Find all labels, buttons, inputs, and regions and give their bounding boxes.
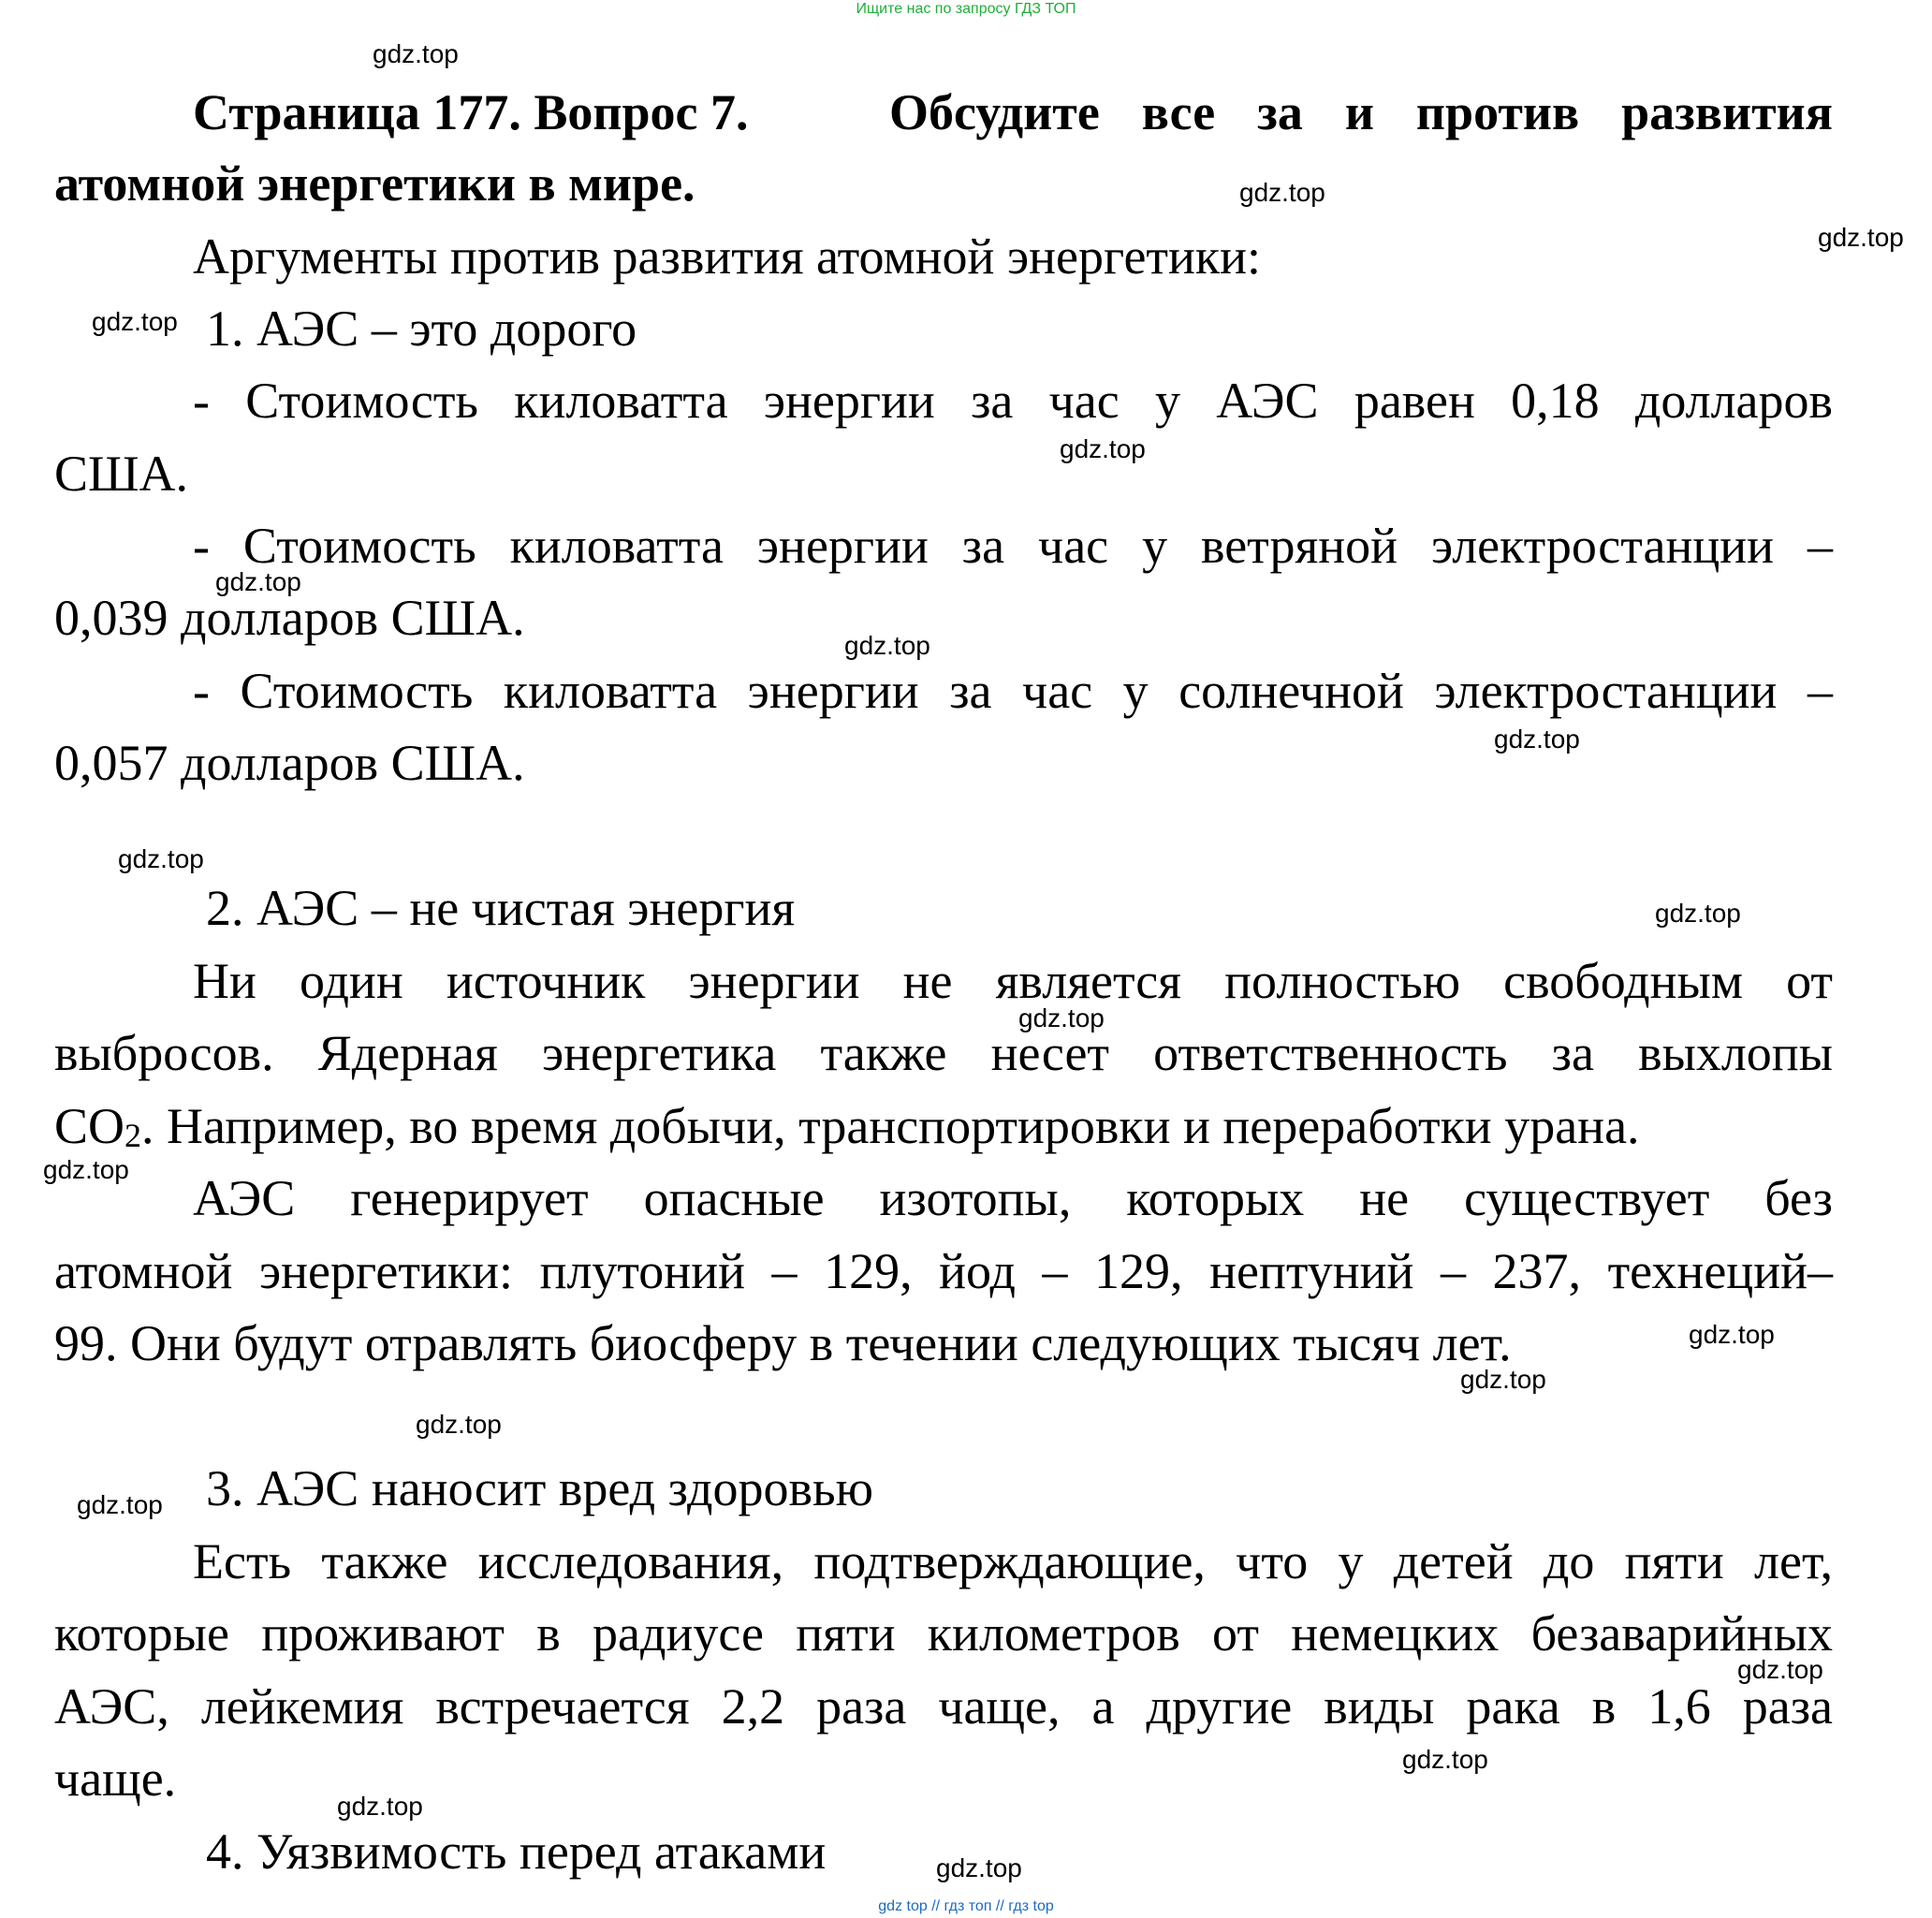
search-hint-link[interactable]: Ищите нас по запросу ГДЗ ТОП — [856, 1, 1076, 17]
watermark: gdz.top — [373, 39, 459, 68]
item-4-heading: 4. Уязвимость перед атаками — [206, 1823, 827, 1880]
item-3-heading: 3. АЭС наносит вред здоровью — [206, 1460, 873, 1516]
watermark: gdz.top — [1818, 223, 1904, 252]
watermark: gdz.top — [1460, 1365, 1546, 1394]
title-question-text: Обсудите все за и против развития — [889, 84, 1833, 140]
watermark: gdz.top — [1018, 1003, 1105, 1032]
paragraph-4-line-3: АЭС, лейкемия встречается 2,2 раза чаще, а другие виды рака в 1,6 раза — [54, 1678, 1833, 1735]
watermark: gdz.top — [77, 1490, 163, 1519]
watermark: gdz.top — [1655, 899, 1741, 928]
paragraph-3-line-3: 99. Они будут отравлять биосферу в течении следующих тысяч лет. — [54, 1315, 1512, 1371]
watermark: gdz.top — [1689, 1320, 1775, 1349]
paragraph-4-line-4: чаще. — [54, 1750, 177, 1807]
watermark: gdz.top — [1402, 1745, 1488, 1774]
cost-nuclear-line-2: США. — [54, 446, 188, 502]
co2-subscript: 2 — [124, 1117, 142, 1154]
cost-wind-line-1: - Стоимость киловатта энергии за час у ветряной электростанции – — [193, 518, 1833, 574]
watermark: gdz.top — [92, 307, 178, 336]
paragraph-2-line-2: выбросов. Ядерная энергетика также несет ответственность за выхлопы — [54, 1025, 1833, 1081]
watermark: gdz.top — [416, 1410, 502, 1439]
intro-text: Аргументы против развития атомной энергетики: — [193, 228, 1262, 285]
paragraph-3-line-2: атомной энергетики: плутоний – 129, йод – 129, нептуний – 237, технеций– — [54, 1243, 1833, 1299]
cost-solar-line-1: - Стоимость киловатта энергии за час у солнечной электростанции – — [193, 663, 1833, 719]
paragraph-4-line-2: которые проживают в радиусе пяти километров от немецких безаварийных — [54, 1605, 1833, 1662]
co2-formula: CO — [54, 1098, 125, 1154]
watermark: gdz.top — [215, 567, 301, 596]
watermark: gdz.top — [337, 1792, 423, 1821]
paragraph-3-line-1: АЭС генерирует опасные изотопы, которых не существует без — [193, 1170, 1833, 1226]
paragraph-2-line-3-text: . Например, во время добычи, транспортировки и переработки урана. — [141, 1098, 1640, 1154]
watermark: gdz.top — [1737, 1655, 1823, 1684]
paragraph-2-line-3 — [54, 1098, 1833, 1164]
paragraph-2-line-1: Ни один источник энергии не является полностью свободным от — [193, 953, 1833, 1009]
cost-nuclear-line-1: - Стоимость киловатта энергии за час у АЭС равен 0,18 долларов — [193, 373, 1833, 429]
watermark: gdz.top — [43, 1155, 129, 1184]
watermark: gdz.top — [936, 1853, 1022, 1882]
item-1-heading: 1. АЭС – это дорого — [206, 300, 637, 357]
watermark: gdz.top — [1239, 178, 1325, 207]
title-line-1 — [193, 84, 1833, 140]
watermark: gdz.top — [118, 844, 204, 873]
cost-solar-line-2: 0,057 долларов США. — [54, 735, 525, 791]
footer-links[interactable]: gdz top // гдз топ // гдз top — [878, 1898, 1054, 1914]
title-line-2: атомной энергетики в мире. — [54, 155, 695, 212]
title-page-question: Страница 177. Вопрос 7. — [193, 84, 749, 140]
item-2-heading: 2. АЭС – не чистая энергия — [206, 880, 796, 936]
watermark: gdz.top — [1060, 434, 1146, 463]
watermark: gdz.top — [844, 631, 930, 660]
cost-wind-line-2: 0,039 долларов США. — [54, 590, 525, 646]
watermark: gdz.top — [1494, 725, 1580, 754]
paragraph-4-line-1: Есть также исследования, подтверждающие, что у детей до пяти лет, — [193, 1533, 1833, 1589]
